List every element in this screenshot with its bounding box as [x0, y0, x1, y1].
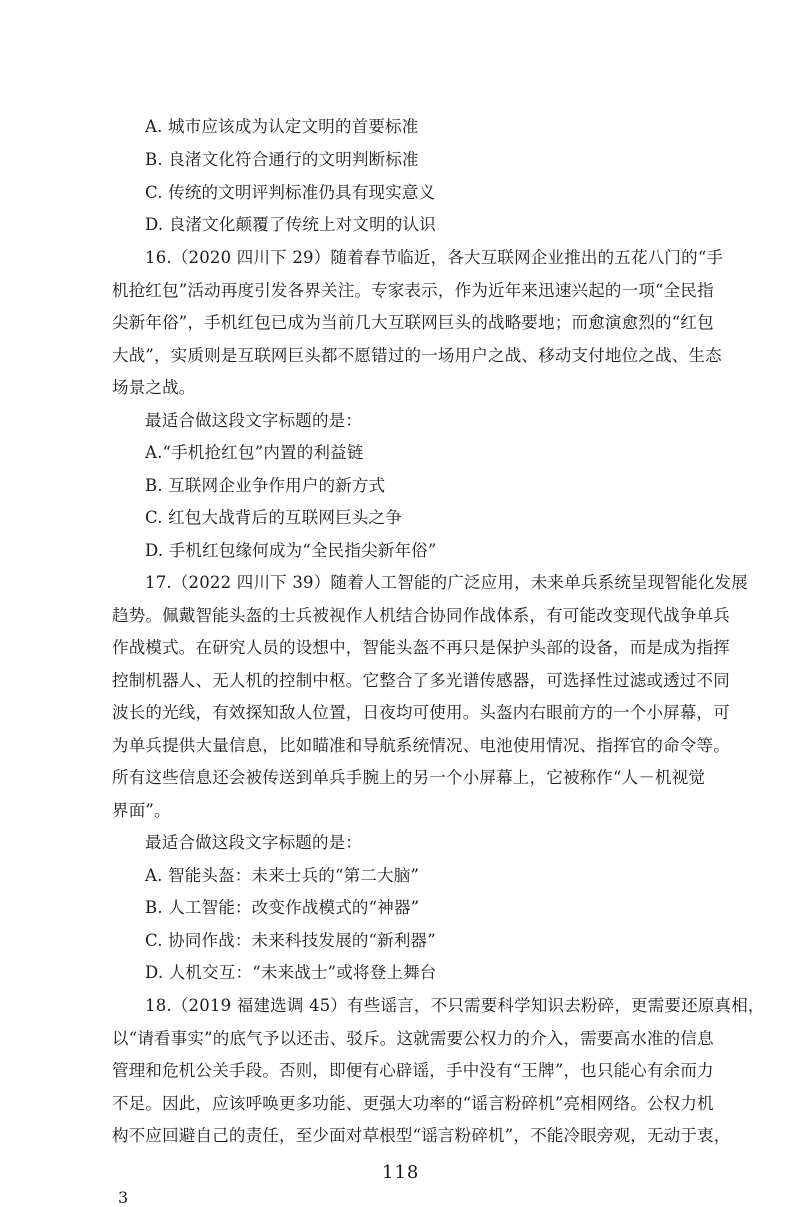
page-number: 118: [382, 1161, 420, 1183]
q17-option-a: A. 智能头盔：未来士兵的“第二大脑”: [145, 866, 420, 885]
q16-passage-line: 场景之战。: [112, 378, 196, 397]
q18-passage-line: 不足。因此，应该呼唤更多功能、更强大功率的“谣言粉碎机”亮相网络。公权力机: [112, 1093, 714, 1113]
q16-option-c: C. 红包大战背后的互联网巨头之争: [145, 508, 402, 527]
q15-option-d: D. 良渚文化颠覆了传统上对文明的认识: [145, 215, 436, 234]
q16-option-b: B. 互联网企业争作用户的新方式: [145, 476, 386, 495]
q17-passage-line: 控制机器人、无人机的控制中枢。它整合了多光谱传感器，可选择性过滤或透过不同: [112, 671, 730, 690]
q17-passage-line: 作战模式。在研究人员的设想中，智能头盔不再只是保护头部的设备，而是成为指挥: [112, 638, 730, 657]
q18-passage-line: 构不应回避自己的责任，至少面对草根型“谣言粉碎机”，不能冷眼旁观，无动于衷，: [112, 1126, 731, 1145]
q16-passage-line: 16.（2020 四川下 29）随着春节临近，各大互联网企业推出的五花八门的“手: [145, 248, 724, 267]
q15-option-b: B. 良渚文化符合通行的文明判断标准: [145, 150, 419, 169]
q17-passage-line: 所有这些信息还会被传送到单兵手腕上的另一个小屏幕上，它被称作“人－机视觉: [112, 768, 706, 787]
q15-option-c: C. 传统的文明评判标准仍具有现实意义: [145, 183, 436, 202]
q18-passage-line: 以“请看事实”的底气予以还击、驳斥。这就需要公权力的介入，需要高水准的信息: [112, 1028, 714, 1048]
corner-mark: 3: [118, 1187, 129, 1207]
q16-passage-line: 尖新年俗”，手机红包已成为当前几大互联网巨头的战略要地；而愈演愈烈的“红包: [112, 313, 714, 332]
q17-option-d: D. 人机交互：“未来战士”或将登上舞台: [145, 963, 437, 982]
q17-passage-line: 趋势。佩戴智能头盔的士兵被视作人机结合协同作战体系，有可能改变现代战争单兵: [112, 606, 730, 625]
q17-passage-line: 界面”。: [112, 801, 171, 820]
q16-option-a: A.“手机抢红包”内置的利益链: [145, 443, 364, 462]
q15-option-a: A. 城市应该成为认定文明的首要标准: [145, 117, 419, 136]
q17-passage-line: 为单兵提供大量信息，比如瞄准和导航系统情况、电池使用情况、指挥官的命令等。: [112, 736, 730, 755]
q16-prompt: 最适合做这段文字标题的是：: [145, 411, 363, 430]
q17-option-c: C. 协同作战：未来科技发展的“新利器”: [145, 931, 436, 950]
q16-option-d: D. 手机红包缘何成为“全民指尖新年俗”: [145, 541, 437, 560]
q17-option-b: B. 人工智能：改变作战模式的“神器”: [145, 898, 420, 917]
q17-passage-line: 17.（2022 四川下 39）随着人工智能的广泛应用，未来单兵系统呈现智能化发展: [145, 573, 748, 592]
q18-passage-line: 18.（2019 福建选调 45）有些谣言，不只需要科学知识去粉碎，更需要还原真相，: [145, 996, 765, 1015]
q16-passage-line: 机抢红包”活动再度引发各界关注。专家表示，作为近年来迅速兴起的一项“全民指: [112, 281, 714, 300]
q16-passage-line: 大战”，实质则是互联网巨头都不愿错过的一场用户之战、移动支付地位之战、生态: [112, 346, 722, 365]
q17-prompt: 最适合做这段文字标题的是：: [145, 833, 363, 852]
q18-passage-line: 管理和危机公关手段。否则，即便有心辟谣，手中没有“王牌”，也只能心有余而力: [112, 1061, 714, 1080]
q17-passage-line: 波长的光线，有效探知敌人位置，日夜均可使用。头盔内右眼前方的一个小屏幕，可: [112, 703, 730, 722]
